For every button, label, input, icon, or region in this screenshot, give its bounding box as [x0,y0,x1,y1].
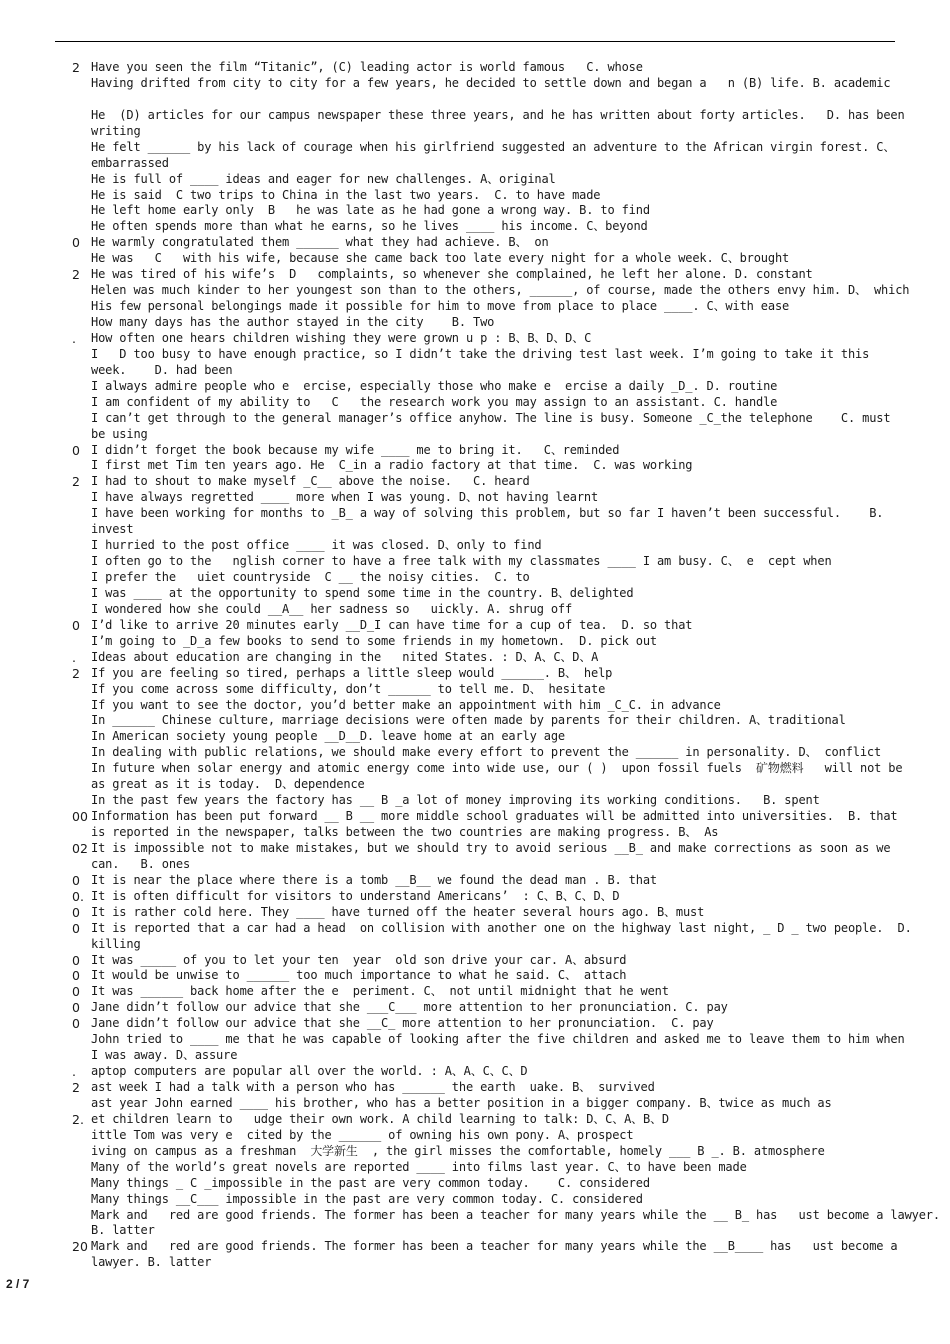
line-marker: 0 [72,442,80,458]
question-line [0,1112,950,1128]
question-line [0,713,950,729]
line-marker: 0 [72,1000,80,1016]
line-text: I didn’t forget the book because my wife ____ me to bring it. C、reminded [91,442,620,457]
line-text: It is impossible not to make mistakes, but we should try to avoid serious __B_ and make corrections as soon as we [91,840,891,855]
line-marker: 02 [72,840,88,856]
line-text: I prefer the uiet countryside C __ the noisy cities. C. to [91,570,530,584]
line-text: He left home early only B he was late as he had gone a wrong way. B. to find [91,203,650,218]
question-line [0,76,950,92]
line-text: He is said C two trips to China in the last two years. C. to have made [91,187,601,202]
question-line [0,219,950,235]
question-line [0,698,950,714]
line-text: Ideas about education are changing in the nited States. : D、A、C、D、A [91,649,599,664]
line-text: I am confident of my ability to C the research work you may assign to an assistant. C. handle [91,394,778,409]
question-line [0,108,950,124]
line-text: If you come across some difficulty, don’t ______ to tell me. D、 hesitate [91,681,606,696]
line-marker: 0 [72,1016,80,1032]
line-text: B. latter [91,1223,155,1238]
question-line [0,1192,950,1208]
line-text: In dealing with public relations, we should make every effort to prevent the ______ in personality. D、 conflict [91,745,882,760]
line-text: He was tired of his wife’s D complaints, so whenever she complained, he left her alone. D. constant [91,267,813,282]
question-line [0,618,950,634]
line-text: He is full of ____ ideas and eager for new challenges. A、original [91,171,556,186]
question-line [0,283,950,299]
top-rule [55,41,895,42]
question-line [0,1048,950,1064]
question-line [0,395,950,411]
line-text: In the past few years the factory has __ B _a lot of money improving its working conditions. B. spent [91,793,820,808]
question-line [0,1239,950,1255]
question-line [0,729,950,745]
line-marker: 2 [72,267,80,283]
line-text: He was C with his wife, because she came back too late every night for a whole week. C、brought [91,251,790,266]
line-text: In ______ Chinese culture, marriage decisions were often made by parents for their children. A、traditional [91,713,846,728]
question-line [0,1160,950,1176]
line-text: It would be unwise to ______ too much importance to what he said. C、 attach [91,968,627,983]
line-marker: 2 [72,1080,80,1095]
question-line [0,586,950,602]
line-text: It is often difficult for visitors to understand Americans’ : C、B、C、D、D [91,888,620,903]
line-text: I always admire people who e ercise, especially those who make e ercise a daily _D_. D. routine [91,378,778,393]
question-line [0,1255,950,1271]
question-line [0,1208,950,1224]
question-line [0,857,950,873]
question-line [0,889,950,905]
line-text: I’m going to _D_a few books to send to some friends in my hometown. D. pick out [91,633,657,648]
line-text: It is rather cold here. They ____ have turned off the heater several hours ago. B、must [91,904,705,919]
line-text: He often spends more than what he earns, so he lives ____ his income. C、beyond [91,219,648,234]
question-line [0,315,950,331]
line-text: I was ____ at the opportunity to spend some time in the country. B、delighted [91,585,634,600]
line-text: Many of the world’s great novels are reported ____ into films last year. C、to have been made [91,1159,747,1174]
line-marker: 2. [72,1111,84,1127]
line-marker: 0 [72,984,80,1000]
line-text: I can’t get through to the general manager’s office anyhow. The line is busy. Someone _C_the telephone C. must [91,410,891,425]
question-line [0,474,950,490]
question-line [0,921,950,937]
line-text: I wondered how she could __A__ her sadness so uickly. A. shrug off [91,601,573,616]
line-text: It is near the place where there is a tomb __B__ we found the dead man . B. that [91,872,657,887]
question-line [0,299,950,315]
line-text: week. D. had been [91,362,233,377]
question-line [0,554,950,570]
line-text: Have you seen the film “Titanic”, (C) leading actor is world famous C. whose [91,60,643,74]
line-text: I have always regretted ____ more when I was young. D、not having learnt [91,490,599,505]
line-text: I’d like to arrive 20 minutes early __D_I can have time for a cup of tea. D. so that [91,617,693,632]
line-marker: . [72,649,76,665]
line-text: ast year John earned ____ his brother, who has a better position in a bigger company. B、twice as much as [91,1095,832,1110]
question-line [0,905,950,921]
line-text: John tried to ____ me that he was capable of looking after the five children and asked me to leave them to him when [91,1032,905,1047]
line-text: Information has been put forward __ B __ more middle school graduates will be admitted into universities. B. that [91,809,898,824]
question-line [0,379,950,395]
question-line [0,953,950,969]
line-text: invest [91,522,134,537]
question-line [0,1032,950,1048]
line-text: lawyer. B. latter [91,1255,212,1270]
line-text: Many things __C___ impossible in the past are very common today. C. considered [91,1191,643,1206]
line-marker: 2 [72,474,80,490]
question-line [0,458,950,474]
line-text: I first met Tim ten years ago. He C_in a radio factory at that time. C. was working [91,458,693,473]
question-line [0,443,950,459]
line-text: is reported in the newspaper, talks between the two countries are making progress. B、 As [91,825,719,839]
line-marker: 0 [72,952,80,968]
line-text: I hurried to the post office ____ it was closed. D、only to find [91,538,542,553]
line-marker: 0 [72,235,80,251]
page-number: 2 / 7 [6,1277,30,1291]
question-line [0,1223,950,1239]
question-line [0,427,950,443]
question-line [0,873,950,889]
line-text: In future when solar energy and atomic energy come into wide use, our ( ) upon fossil fuels 矿物燃料 will not be [91,761,903,776]
question-line [0,937,950,953]
line-marker: 0 [72,872,80,888]
question-line [0,188,950,204]
line-marker: 0 [72,968,80,984]
line-text: It is reported that a car had a head on collision with another one on the highway last night, _ D _ two people. D. [91,920,912,935]
question-line [0,809,950,825]
line-text: I had to shout to make myself _C__ above the noise. C. heard [91,474,530,489]
question-line [0,968,950,984]
line-text: I have been working for months to _B_ a way of solving this problem, but so far I haven’t been successful. B. [91,506,884,521]
line-text: How many days has the author stayed in the city B. Two [91,315,495,329]
question-line [0,1016,950,1032]
line-text: Jane didn’t follow our advice that she ___C___ more attention to her pronunciation. C. pay [91,1000,728,1015]
line-text: embarrassed [91,155,169,170]
line-marker: 20 [72,1239,88,1255]
line-text: ast week I had a talk with a person who has ______ the earth uake. B、 survived [91,1080,655,1094]
question-line [0,984,950,1000]
question-line [0,1144,950,1160]
line-marker: 2 [72,60,80,75]
question-line [0,538,950,554]
question-line [0,1064,950,1080]
question-line [0,60,950,76]
line-marker: 2 [72,665,80,681]
question-line [0,1000,950,1016]
question-line [0,347,950,363]
question-line [0,331,950,347]
line-text: If you want to see the doctor, you’d better make an appointment with him _C_C. in advance [91,697,721,712]
document-body [0,60,950,1271]
line-text: be using [91,426,148,441]
line-text: It was _____ of you to let your ten year old son drive your car. A、absurd [91,952,627,967]
line-text: can. B. ones [91,856,191,871]
line-text: It was ______ back home after the e periment. C、 not until midnight that he went [91,984,669,999]
line-text: Having drifted from city to city for a few years, he decided to settle down and began a n (B) life. B. academic [91,75,891,90]
line-text: iving on campus as a freshman 大学新生 , the girl misses the comfortable, homely ___ B _. B. atmosphere [91,1143,825,1158]
question-line [0,650,950,666]
line-text: If you are feeling so tired, perhaps a little sleep would ______. B、 help [91,665,613,680]
line-text: He warmly congratulated them ______ what they had achieve. B、 on [91,235,549,250]
line-text: Jane didn’t follow our advice that she __C_ more attention to her pronunciation. C. pay [91,1016,714,1031]
question-line [0,506,950,522]
line-text: In American society young people __D__D. leave home at an early age [91,729,565,744]
question-line [0,634,950,650]
line-text: He (D) articles for our campus newspaper these three years, and he has written about forty articles. D. has been [91,107,905,122]
line-text: ittle Tom was very e cited by the ______ of owning his own pony. A、prospect [91,1127,634,1142]
question-line [0,666,950,682]
line-text: Helen was much kinder to her youngest son than to the others, ______, of course, made the others envy him. D、 which [91,283,910,298]
question-line [0,251,950,267]
line-text: aptop computers are popular all over the world. : A、A、C、C、D [91,1064,528,1079]
question-line [0,602,950,618]
question-line [0,156,950,172]
line-text: I was away. D、assure [91,1048,238,1063]
question-line [0,140,950,156]
line-text: as great as it is today. D、dependence [91,777,365,792]
question-line [0,745,950,761]
line-marker: 0 [72,920,80,936]
line-text: Mark and red are good friends. The former has been a teacher for many years while the __B____ has ust become a [91,1239,898,1254]
question-line [0,172,950,188]
line-text: Many things _ C _impossible in the past are very common today. C. considered [91,1175,650,1190]
question-line [0,825,950,841]
question-line [0,570,950,586]
line-text: I D too busy to have enough practice, so I didn’t take the driving test last week. I’m going to take it this [91,346,870,361]
question-line [0,777,950,793]
question-line [0,490,950,506]
question-line [0,267,950,283]
question-line [0,363,950,379]
line-text: How often one hears children wishing they were grown u p : B、B、D、D、C [91,330,592,345]
question-line [0,793,950,809]
line-marker: 0 [72,617,80,633]
line-text: Mark and red are good friends. The former has been a teacher for many years while the __ B_ has ust become a lawyer. [91,1207,940,1222]
question-line [0,761,950,777]
line-text: His few personal belongings made it possible for him to move from place to place ____. C、with ease [91,299,790,314]
line-text: killing [91,936,141,951]
question-line [0,1176,950,1192]
line-marker: 0. [72,888,84,904]
question-line [0,124,950,140]
line-text: et children learn to udge their own work. A child learning to talk: D、C、A、B、D [91,1111,669,1126]
line-marker: . [72,330,76,346]
question-line [0,682,950,698]
question-line [0,1080,950,1096]
line-marker: 0 [72,904,80,920]
line-text: writing [91,123,141,138]
line-marker: . [72,1064,76,1080]
question-line [0,203,950,219]
question-line [0,1096,950,1112]
question-line [0,841,950,857]
line-text: He felt ______ by his lack of courage when his girlfriend suggested an adventure to the African virgin forest. C、 [91,139,896,154]
question-line [0,522,950,538]
question-line [0,1128,950,1144]
question-line [0,235,950,251]
line-text: I often go to the nglish corner to have a free talk with my classmates ____ I am busy. C、 e cept when [91,554,832,569]
line-marker: 00 [72,809,88,825]
question-line [0,411,950,427]
question-line [0,92,950,108]
